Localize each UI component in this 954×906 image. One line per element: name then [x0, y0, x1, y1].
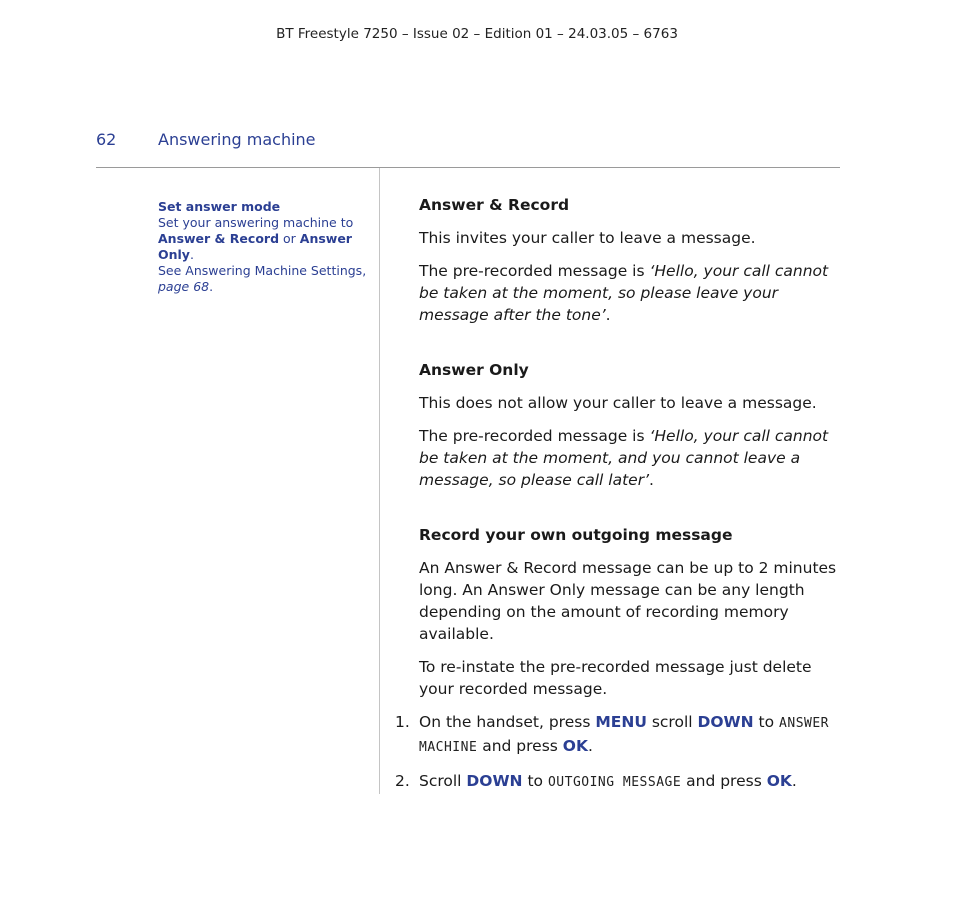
sidebar-note-title: Set answer mode — [158, 199, 281, 214]
sidebar-line3: See Answering Machine Settings, — [158, 263, 367, 278]
step-1 — [395, 711, 849, 759]
heading-record-outgoing: Record your own outgoing message — [419, 526, 733, 544]
key-down: DOWN — [466, 772, 523, 790]
step-text: and press — [477, 737, 563, 755]
header-rule — [96, 167, 840, 168]
display-text-answer-machine: ANSWER MACHINE — [419, 716, 830, 755]
document-header: BT Freestyle 7250 – Issue 02 – Edition 01 – 24.03.05 – 6763 — [276, 26, 678, 42]
sidebar-option-answer-only: Answer Only — [158, 231, 352, 262]
heading-answer-record: Answer & Record — [419, 196, 570, 214]
answer-record-desc: This invites your caller to leave a message. — [419, 229, 756, 247]
step-text: Scroll — [419, 772, 467, 790]
message-suffix: . — [649, 471, 654, 489]
answer-only-desc: This does not allow your caller to leave a message. — [419, 394, 817, 412]
sidebar-end: . — [209, 279, 214, 294]
sidebar-note — [158, 199, 373, 295]
answer-only-message — [419, 425, 849, 491]
main-content — [395, 194, 849, 805]
column-divider — [379, 168, 380, 794]
answer-record-quote: ‘Hello, your call cannot be taken at the moment, so please leave your message after the tone’ — [419, 262, 829, 324]
step-2 — [395, 770, 849, 794]
message-suffix: . — [605, 306, 611, 324]
reinstate-desc: To re-instate the pre-recorded message just delete your recorded message. — [419, 658, 812, 698]
step-text: On the handset, press — [419, 713, 596, 731]
step-number: 2. — [395, 772, 410, 790]
display-text-outgoing-message: OUTGOING MESSAGE — [547, 775, 682, 790]
sidebar-line1: Set your answering machine to — [158, 215, 354, 230]
page-number: 62 — [96, 130, 117, 149]
step-text: to — [522, 772, 548, 790]
step-text: scroll — [646, 713, 698, 731]
sidebar-note-text — [158, 215, 373, 295]
sidebar-option-answer-record: Answer & Record — [158, 231, 280, 246]
key-ok: OK — [562, 737, 588, 755]
step-text: . — [791, 772, 797, 790]
section-title: Answering machine — [158, 130, 316, 149]
sidebar-page-ref: page 68 — [158, 279, 210, 294]
step-number: 1. — [395, 713, 410, 731]
message-prefix: The pre-recorded message is — [419, 262, 650, 280]
heading-answer-only: Answer Only — [419, 361, 529, 379]
sidebar-or: or — [279, 231, 300, 246]
answer-record-message — [419, 260, 849, 326]
answer-only-quote: ‘Hello, your call cannot be taken at the moment, and you cannot leave a message, so please call later’ — [419, 427, 829, 489]
sidebar-period: . — [189, 247, 194, 262]
step-text: . — [587, 737, 593, 755]
record-outgoing-desc: An Answer & Record message can be up to 2 minutes long. An Answer Only message can be any length depending on the amount of recording memory available. — [419, 559, 837, 643]
steps-list — [395, 711, 849, 794]
key-menu: MENU — [595, 713, 647, 731]
key-down: DOWN — [697, 713, 754, 731]
step-text: to — [753, 713, 780, 731]
key-ok: OK — [766, 772, 792, 790]
step-text: and press — [681, 772, 767, 790]
message-prefix: The pre-recorded message is — [419, 427, 650, 445]
